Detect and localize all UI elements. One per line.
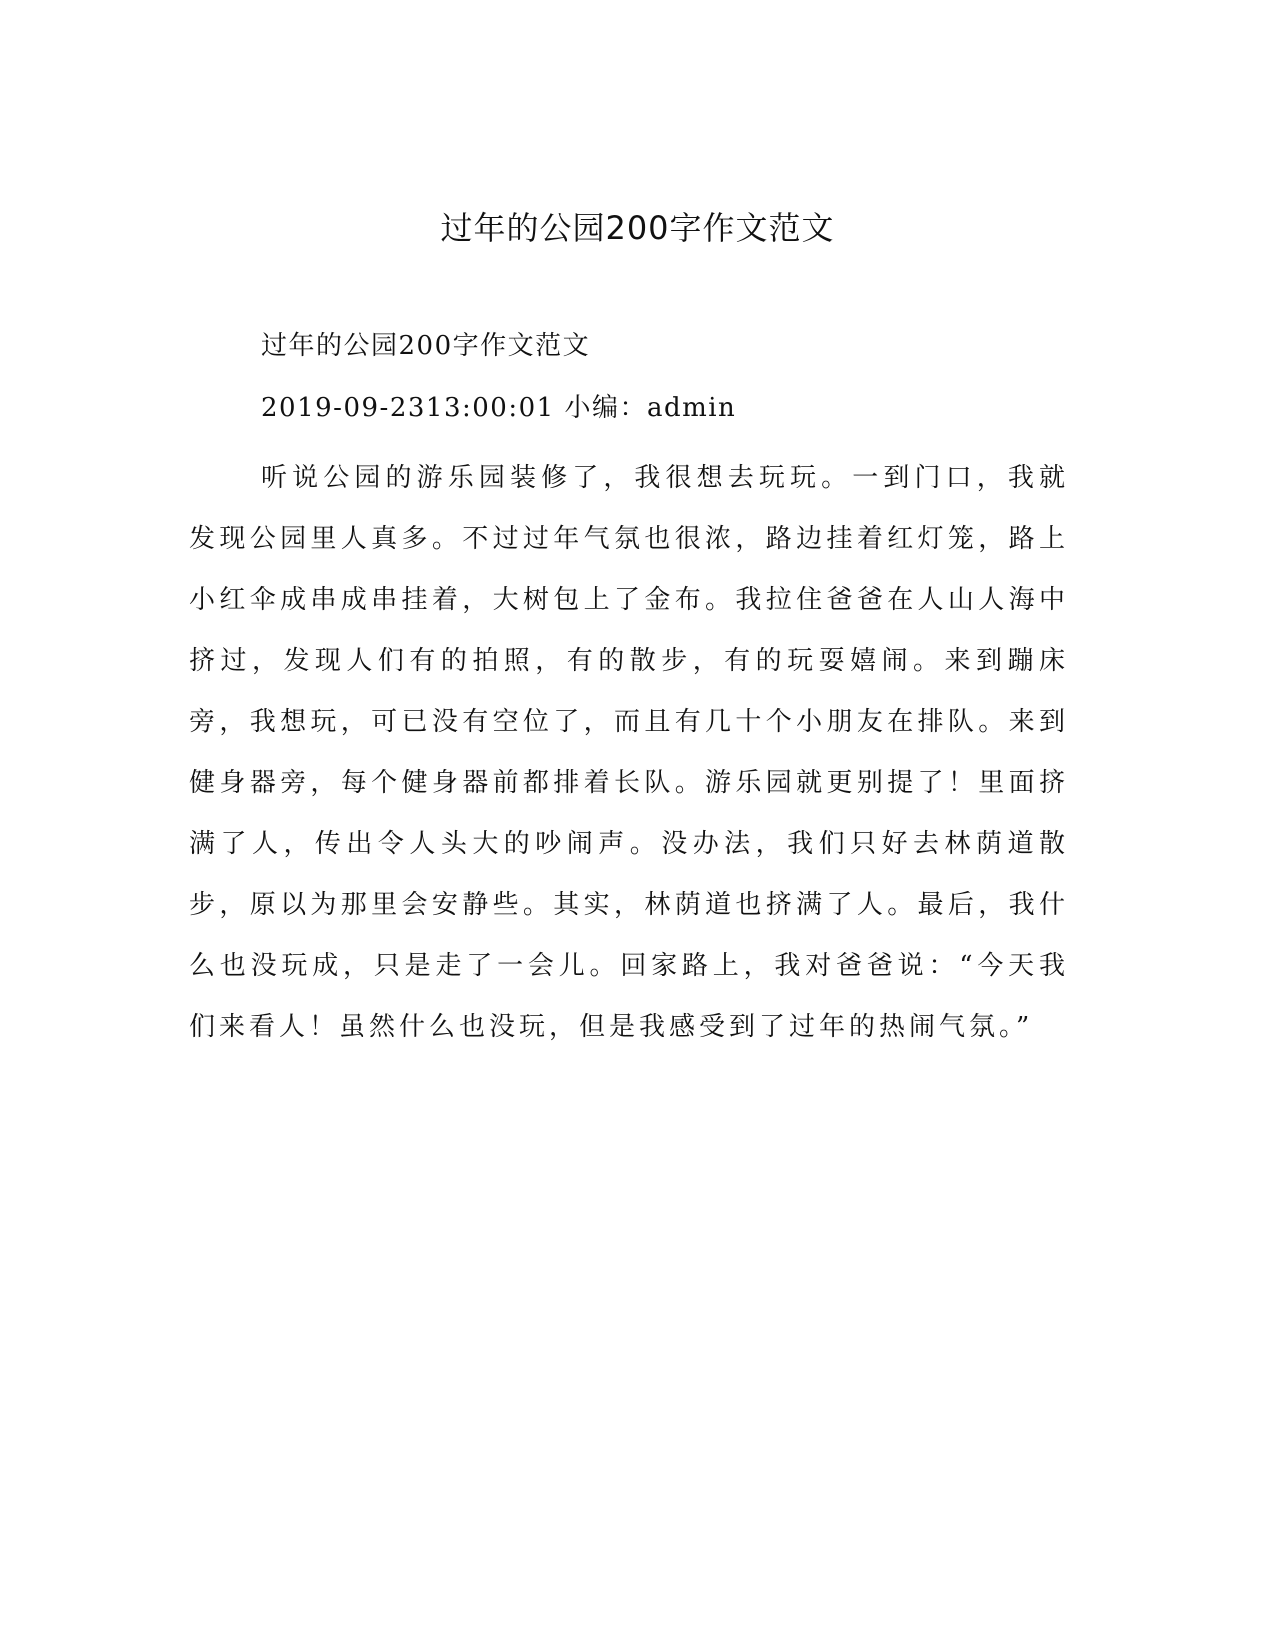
document-body (189, 328, 1069, 1058)
article-paragraph: 听说公园的游乐园装修了，我很想去玩玩。一到门口，我就发现公园里人真多。不过过年气氛也很浓，路边挂着红灯笼，路上小红伞成串成串挂着，大树包上了金布。我拉住爸爸在人山人海中挤过，发现人们有的拍照，有的散步，有的玩耍嬉闹。来到蹦床旁，我想玩，可已没有空位了，而且有几十个小朋友在排队。来到健身器旁，每个健身器前都排着长队。游乐园就更别提了！里面挤满了人，传出令人头大的吵闹声。没办法，我们只好去林荫道散步，原以为那里会安静些。其实，林荫道也挤满了人。最后，我什么也没玩成，只是走了一会儿。回家路上，我对爸爸说：“今天我们来看人！虽然什么也没玩，但是我感受到了过年的热闹气氛。” (189, 463, 1069, 1042)
article-heading: 过年的公园200字作文范文 (261, 331, 591, 361)
article-meta: 2019-09-2313:00:01 小编：admin (261, 393, 737, 423)
document-title: 过年的公园200字作文范文 (440, 209, 835, 247)
